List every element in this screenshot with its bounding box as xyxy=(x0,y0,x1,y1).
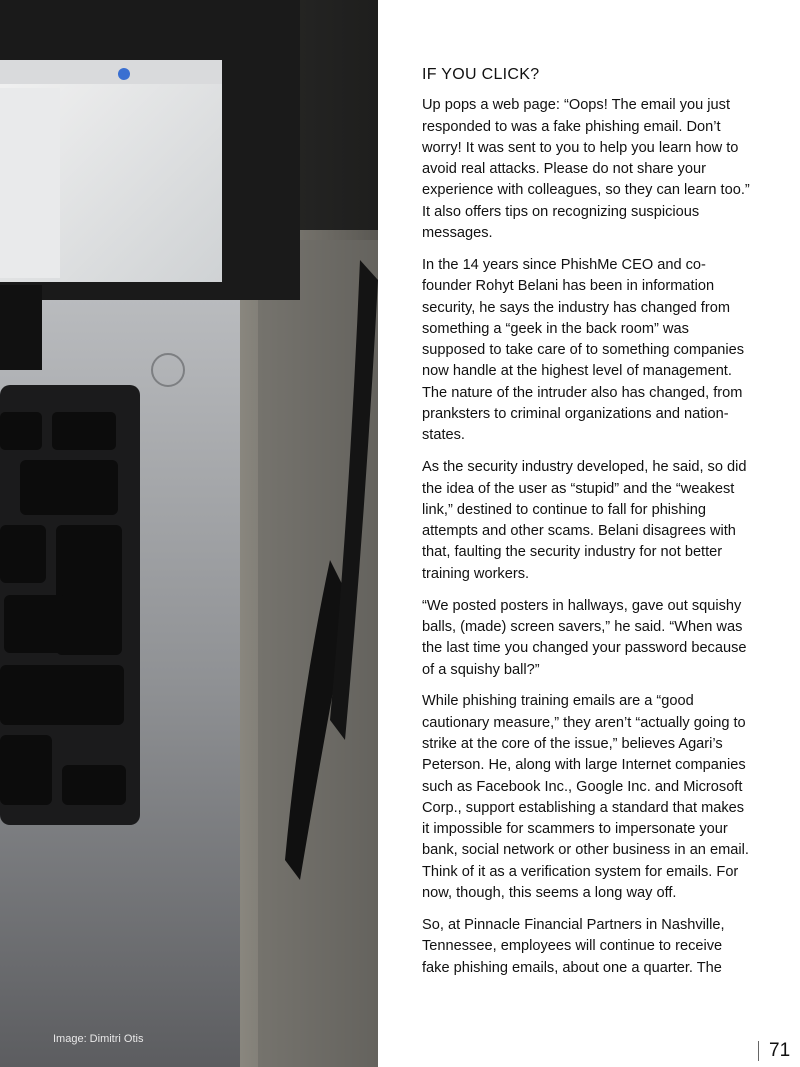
page-number: 71 xyxy=(769,1040,791,1061)
paragraph: Up pops a web page: “Oops! The email you just responded to was a fake phishing email. Don’t worry! It was sent to you to help you learn how to avoid real attacks. Please do not share your experience with colleagues, so they can learn too.” It also offers tips on recognizing suspicious messages. xyxy=(422,97,750,242)
paragraph: While phishing training emails are a “good cautionary measure,” they aren’t “actually going to strike at the core of the issue,” believes Agari’s Peterson. He, along with large Internet companies such as Facebook Inc., Google Inc. and Microsoft Corp., support establishing a standard that makes it impossible for scammers to impersonate your bank, social network or other business in an email. Think of it as a verification system for emails. For now, though, this seems a long way off. xyxy=(422,693,749,902)
laptop-photo xyxy=(0,0,378,1067)
image-credit: Image: Dimitri Otis xyxy=(53,1033,144,1045)
page-number-rule xyxy=(758,1041,759,1061)
laptop-illustration xyxy=(0,0,378,1067)
paragraph: “We posted posters in hallways, gave out squishy balls, (made) screen savers,” he said. “When was the last time you changed your password because of a squishy ball?” xyxy=(422,597,747,678)
article-body xyxy=(422,64,752,989)
paragraph: As the security industry developed, he said, so did the idea of the user as “stupid” and the “weakest link,” destined to continue to fall for phishing attempts and other scams. Belani disagrees with that, faulting the security industry for not better training workers. xyxy=(422,459,747,582)
paragraph: In the 14 years since PhishMe CEO and co-founder Rohyt Belani has been in information security, he says the industry has changed from something a “geek in the back room” was supposed to take care of to something companies now handle at the highest level of management. The nature of the intruder also has changed, from pranksters to criminal organizations and nation-states. xyxy=(422,256,745,444)
paragraph: So, at Pinnacle Financial Partners in Nashville, Tennessee, employees will continue to receive fake phishing emails, about one a quarter. The xyxy=(422,916,725,976)
section-heading: IF YOU CLICK? xyxy=(422,66,540,83)
